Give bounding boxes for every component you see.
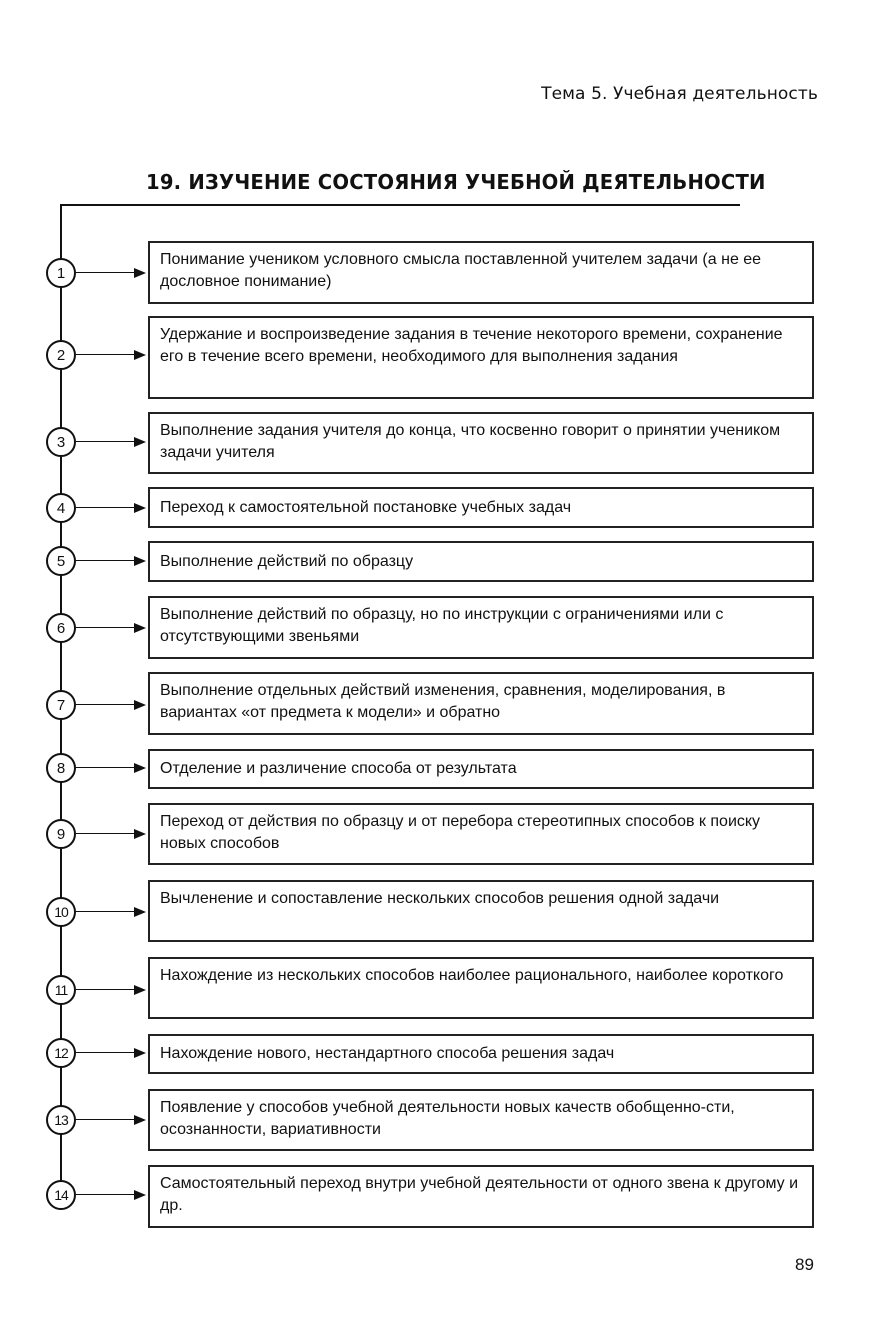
connector-line (76, 627, 138, 628)
connector-line (76, 354, 138, 355)
connector-line (76, 704, 138, 705)
connector-line (76, 441, 138, 442)
arrow-icon (134, 763, 146, 773)
item-box: Переход от действия по образцу и от перебора стереотипных способов к поиску новых способов (148, 803, 814, 865)
arrow-icon (134, 700, 146, 710)
arrow-icon (134, 350, 146, 360)
item-box: Появление у способов учебной деятельности новых качеств обобщенно-сти, осознанности, вариативности (148, 1089, 814, 1151)
number-circle: 11 (46, 975, 76, 1005)
connector-line (76, 507, 138, 508)
running-head: Тема 5. Учебная деятельность (541, 84, 818, 104)
number-circle: 1 (46, 258, 76, 288)
arrow-icon (134, 437, 146, 447)
item-box: Переход к самостоятельной постановке учебных задач (148, 487, 814, 528)
item-box: Выполнение отдельных действий изменения, сравнения, моделирования, в вариантах «от предмета к модели» и обратно (148, 672, 814, 735)
connector-line (76, 1194, 138, 1195)
connector-line (76, 560, 138, 561)
connector-line (76, 767, 138, 768)
item-box: Понимание учеником условного смысла поставленной учителем задачи (а не ее дословное понимание) (148, 241, 814, 304)
arrow-icon (134, 1048, 146, 1058)
connector-line (76, 272, 138, 273)
page-number: 89 (795, 1255, 814, 1274)
item-box: Выполнение действий по образцу, но по инструкции с ограничениями или с отсутствующими звеньями (148, 596, 814, 659)
arrow-icon (134, 985, 146, 995)
number-circle: 12 (46, 1038, 76, 1068)
item-box: Отделение и различение способа от результата (148, 749, 814, 789)
number-circle: 13 (46, 1105, 76, 1135)
arrow-icon (134, 829, 146, 839)
item-box: Выполнение действий по образцу (148, 541, 814, 582)
arrow-icon (134, 1115, 146, 1125)
connector-line (76, 989, 138, 990)
connector-line (76, 833, 138, 834)
connector-line (76, 1052, 138, 1053)
number-circle: 9 (46, 819, 76, 849)
connector-line (76, 1119, 138, 1120)
arrow-icon (134, 503, 146, 513)
number-circle: 3 (46, 427, 76, 457)
item-box: Выполнение задания учителя до конца, что косвенно говорит о принятии учеником задачи учителя (148, 412, 814, 474)
arrow-icon (134, 268, 146, 278)
item-box: Вычленение и сопоставление нескольких способов решения одной задачи (148, 880, 814, 942)
arrow-icon (134, 556, 146, 566)
number-circle: 8 (46, 753, 76, 783)
item-box: Самостоятельный переход внутри учебной деятельности от одного звена к другому и др. (148, 1165, 814, 1228)
number-circle: 5 (46, 546, 76, 576)
title-rule (60, 204, 740, 206)
connector-line (76, 911, 138, 912)
arrow-icon (134, 623, 146, 633)
number-circle: 2 (46, 340, 76, 370)
diagram-title: 19. ИЗУЧЕНИЕ СОСТОЯНИЯ УЧЕБНОЙ ДЕЯТЕЛЬНОСТИ (146, 170, 766, 194)
arrow-icon (134, 907, 146, 917)
item-box: Нахождение нового, нестандартного способа решения задач (148, 1034, 814, 1074)
item-box: Удержание и воспроизведение задания в течение некоторого времени, сохранение его в течение всего времени, необходимого для выполнения задания (148, 316, 814, 399)
item-box: Нахождение из нескольких способов наиболее рационального, наиболее короткого (148, 957, 814, 1019)
number-circle: 14 (46, 1180, 76, 1210)
number-circle: 4 (46, 493, 76, 523)
number-circle: 7 (46, 690, 76, 720)
number-circle: 6 (46, 613, 76, 643)
arrow-icon (134, 1190, 146, 1200)
number-circle: 10 (46, 897, 76, 927)
